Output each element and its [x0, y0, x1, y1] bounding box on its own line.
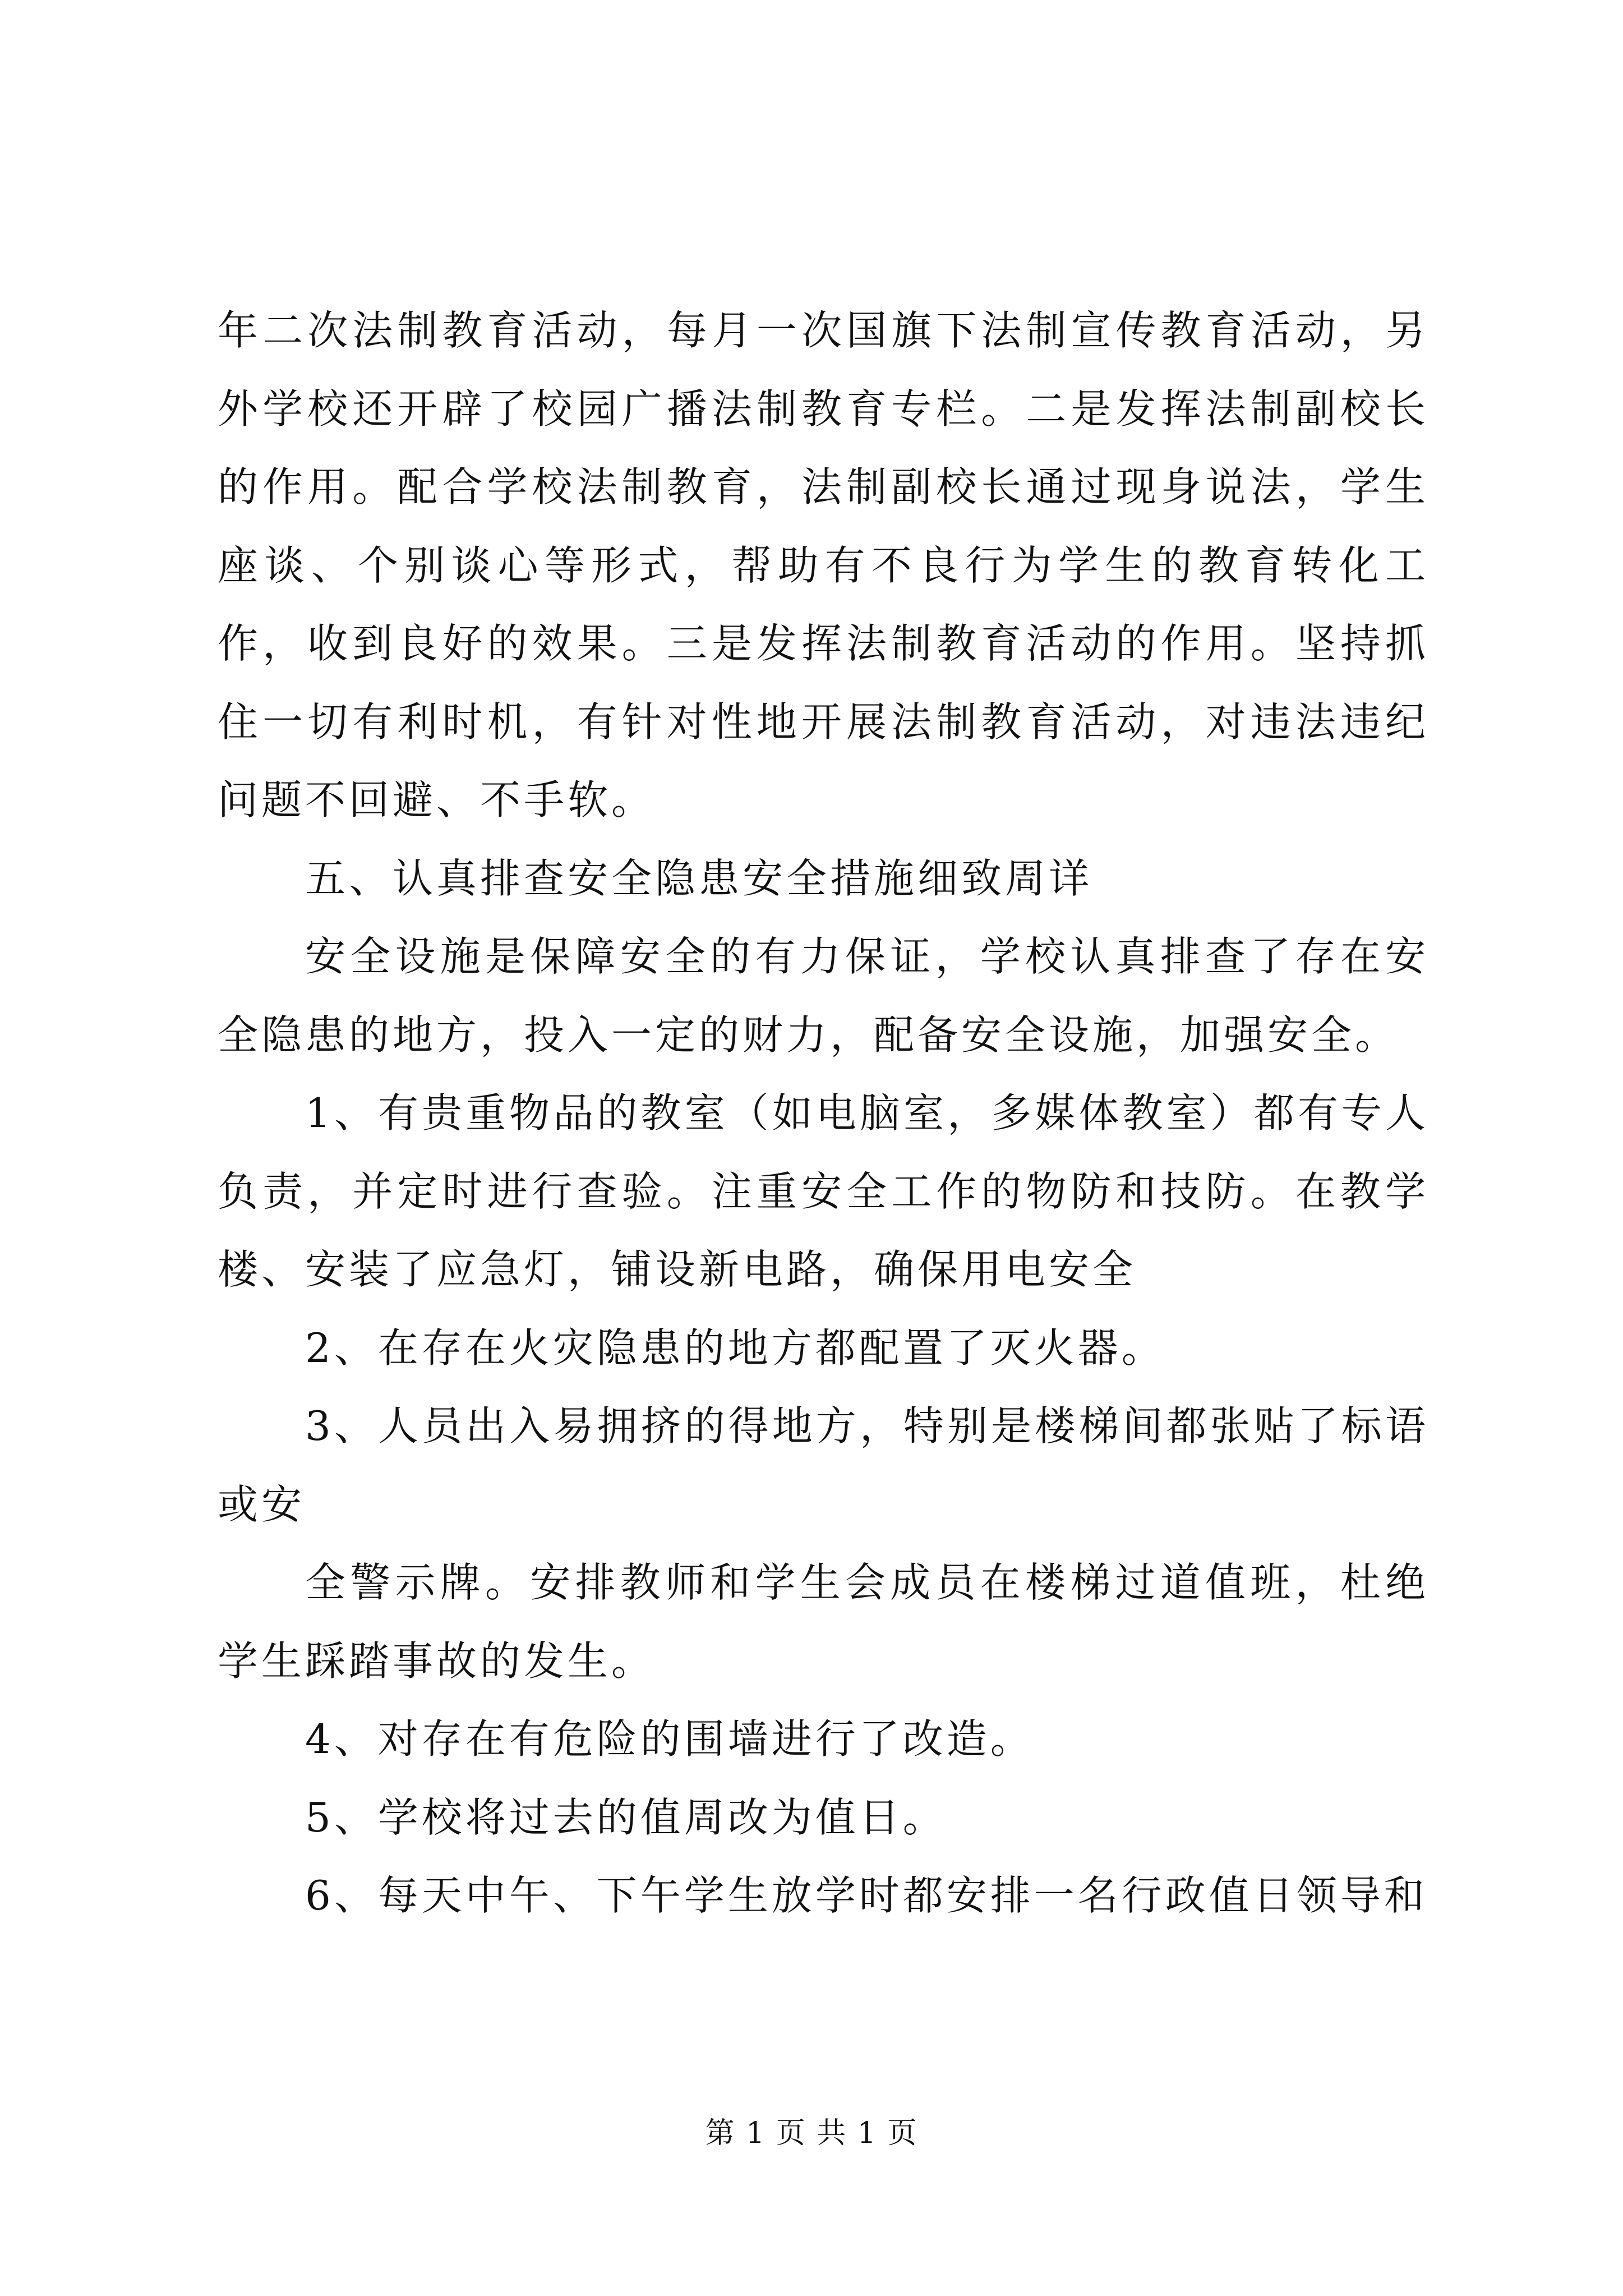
list-item: 6、每天中午、下午学生放学时都安排一名行政值日领导和: [305, 1872, 1428, 1919]
list-item: 4、对存在有危险的围墙进行了改造。: [305, 1715, 1034, 1763]
page-footer: 第 1 页 共 1 页: [705, 2116, 918, 2150]
paragraph: 全警示牌。安排教师和学生会成员在楼梯过道值班，杜绝学生踩踏事故的发生。: [218, 1559, 1429, 1685]
section-heading: 五、认真排查安全隐患安全措施细致周详: [305, 854, 1093, 902]
list-item: 1、有贵重物品的教室（如电脑室，多媒体教室）都有专人负责，并定时进行查验。注重安全工作的物防和技防。在教学楼、安装了应急灯，铺设新电路，确保用电安全: [218, 1089, 1429, 1293]
paragraph-continuation: 年二次法制教育活动，每月一次国旗下法制宣传教育活动，另外学校还开辟了校园广播法制教育专栏。二是发挥法制副校长的作用。配合学校法制教育，法制副校长通过现身说法，学生座谈、个别谈心等形式，帮助有不良行为学生的教育转化工作，收到良好的效果。三是发挥法制教育活动的作用。坚持抓住一切有利时机，有针对性地开展法制教育活动，对违法违纪问题不回避、不手软。: [218, 307, 1429, 823]
list-item: 3、人员出入易拥挤的得地方，特别是楼梯间都张贴了标语或安: [218, 1402, 1429, 1528]
list-item: 2、在存在火灾隐患的地方都配置了灭火器。: [305, 1324, 1165, 1372]
paragraph: 安全设施是保障安全的有力保证，学校认真排查了存在安全隐患的地方，投入一定的财力，配备安全设施，加强安全。: [218, 933, 1429, 1059]
list-item: 5、学校将过去的值周改为值日。: [305, 1793, 947, 1841]
document-body: [218, 292, 1429, 1935]
